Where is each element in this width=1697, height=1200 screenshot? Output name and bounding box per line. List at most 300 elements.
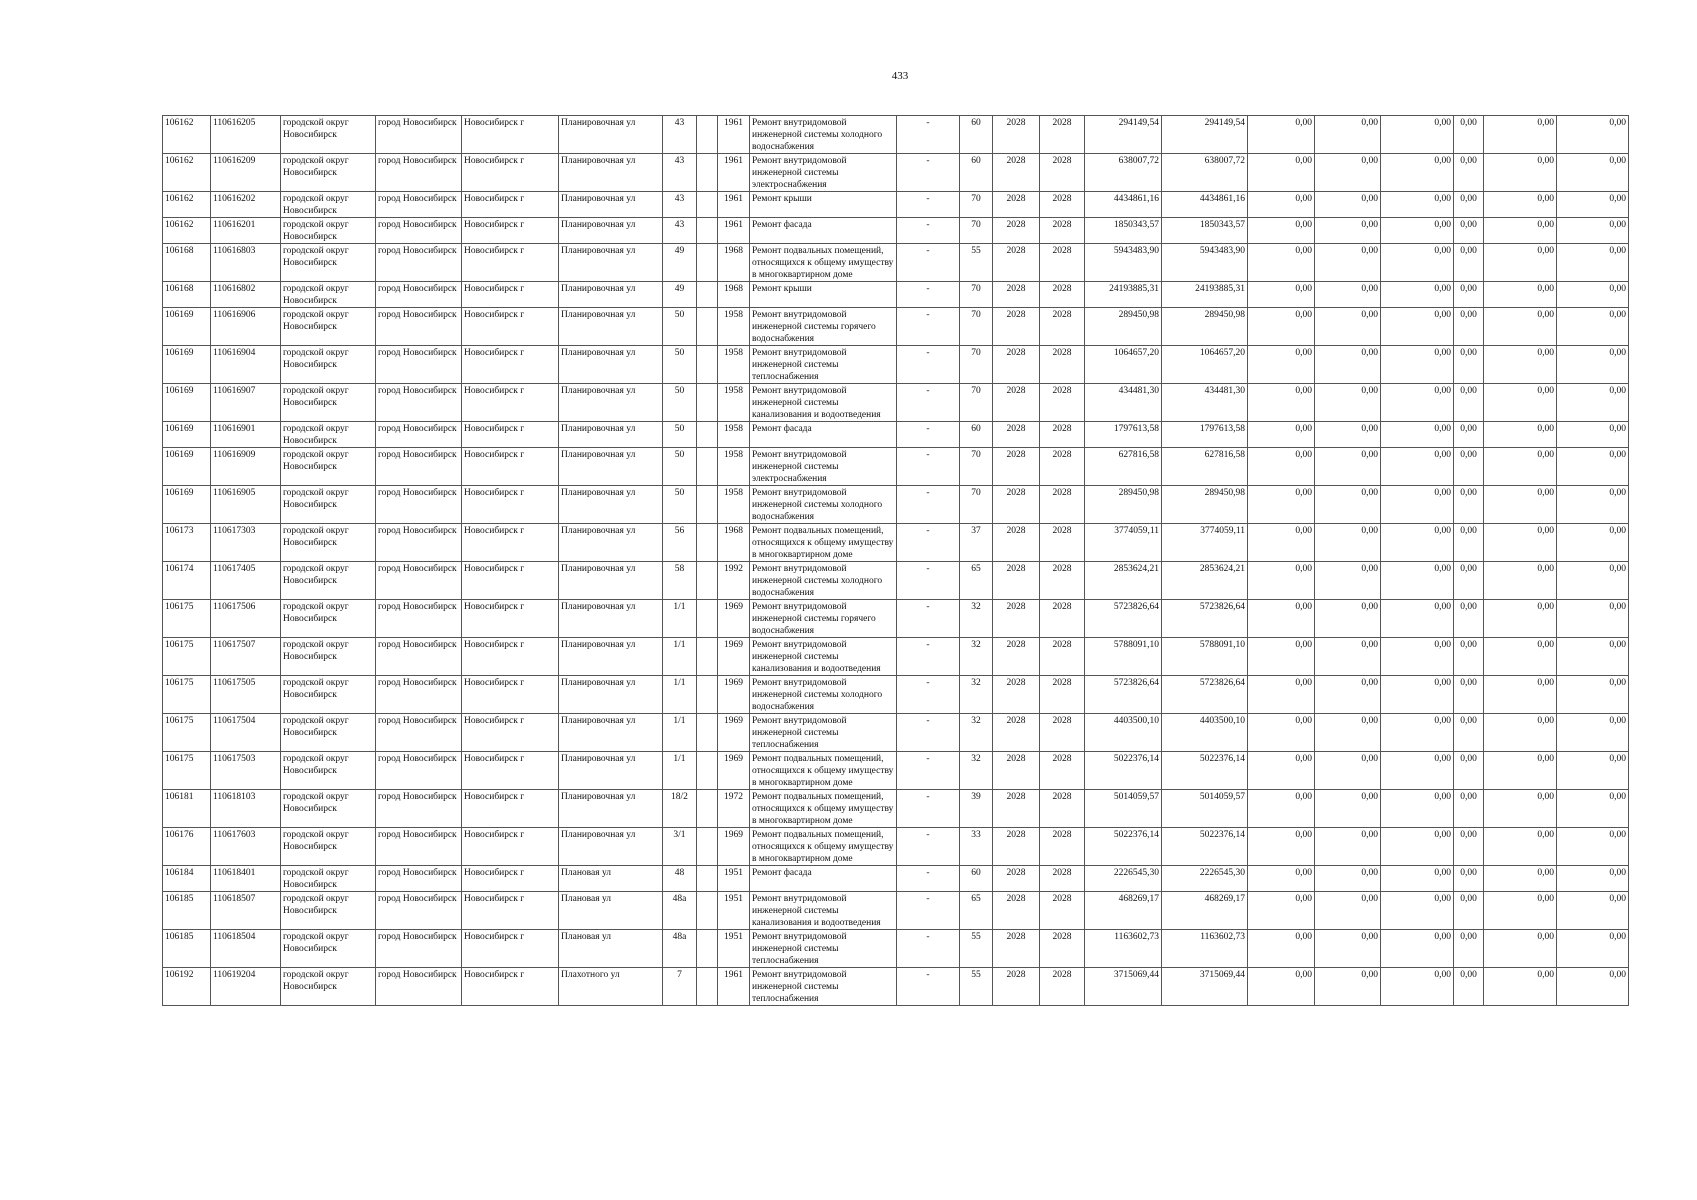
table-row	[163, 422, 1629, 448]
cell-locality: Новосибирск г	[462, 192, 559, 218]
cell-cost-col-1: 0,00	[1248, 930, 1315, 968]
table-row	[163, 892, 1629, 930]
cell-cost-col-6: 0,00	[1557, 448, 1629, 486]
cell-total-cost: 2853624,21	[1085, 562, 1162, 600]
cell-cost-col-6: 0,00	[1557, 192, 1629, 218]
cell-total-cost: 1163602,73	[1085, 930, 1162, 968]
cell-street: Планировочная ул	[559, 524, 663, 562]
cell-house-id: 106174	[163, 562, 211, 600]
cell-house-id: 106162	[163, 192, 211, 218]
cell-record-id: 110617503	[211, 752, 281, 790]
cell-work-type: Ремонт фасада	[750, 422, 897, 448]
cell-total-cost: 5022376,14	[1085, 828, 1162, 866]
cell-cost-col-3: 0,00	[1381, 244, 1454, 282]
cell-cost-col-1: 0,00	[1248, 524, 1315, 562]
cell-total-cost: 627816,58	[1085, 448, 1162, 486]
cell-total-cost: 294149,54	[1085, 116, 1162, 154]
cell-plan-end-year: 2028	[1040, 346, 1085, 384]
cell-street: Планировочная ул	[559, 638, 663, 676]
cell-plan-start-year: 2028	[993, 154, 1040, 192]
cell-build-year: 1951	[718, 930, 750, 968]
cell-municipality: городской округ Новосибирск	[281, 752, 376, 790]
cell-locality: Новосибирск г	[462, 714, 559, 752]
cell-total-cost: 5723826,64	[1085, 600, 1162, 638]
cell-cost-col-6: 0,00	[1557, 828, 1629, 866]
cell-settlement: город Новосибирск	[376, 828, 462, 866]
cell-cost-col-4: 0,00	[1454, 866, 1484, 892]
cell-work-type: Ремонт внутридомовой инженерной системы теплоснабжения	[750, 930, 897, 968]
cell-house-number: 1/1	[663, 714, 697, 752]
cell-locality: Новосибирск г	[462, 524, 559, 562]
cell-method: -	[897, 828, 960, 866]
cell-house-number: 18/2	[663, 790, 697, 828]
cell-cost-col-5: 0,00	[1484, 448, 1557, 486]
cell-cost-col-6: 0,00	[1557, 892, 1629, 930]
cell-municipality: городской округ Новосибирск	[281, 308, 376, 346]
cell-locality: Новосибирск г	[462, 676, 559, 714]
cell-method: -	[897, 968, 960, 1006]
cell-house-id: 106169	[163, 448, 211, 486]
cell-cost-col-2: 0,00	[1315, 562, 1381, 600]
cell-wear-percent: 70	[960, 346, 993, 384]
cell-build-year: 1951	[718, 892, 750, 930]
cell-settlement: город Новосибирск	[376, 116, 462, 154]
registry-sheet	[162, 115, 1628, 1006]
cell-house-id: 106168	[163, 282, 211, 308]
cell-house-number: 43	[663, 154, 697, 192]
cell-settlement: город Новосибирск	[376, 752, 462, 790]
cell-cost-col-1: 0,00	[1248, 790, 1315, 828]
table-row	[163, 866, 1629, 892]
cell-plan-start-year: 2028	[993, 676, 1040, 714]
cell-municipality: городской округ Новосибирск	[281, 524, 376, 562]
cell-method: -	[897, 562, 960, 600]
cell-cost-col-1: 0,00	[1248, 968, 1315, 1006]
cell-cost-col-5: 0,00	[1484, 638, 1557, 676]
cell-settlement: город Новосибирск	[376, 714, 462, 752]
cell-house-id: 106184	[163, 866, 211, 892]
cell-municipality: городской округ Новосибирск	[281, 714, 376, 752]
cell-locality: Новосибирск г	[462, 346, 559, 384]
cell-build-year: 1961	[718, 154, 750, 192]
cell-cost-col-3: 0,00	[1381, 968, 1454, 1006]
cell-cost-col-1: 0,00	[1248, 218, 1315, 244]
cell-total-cost: 1797613,58	[1085, 422, 1162, 448]
cell-plan-start-year: 2028	[993, 192, 1040, 218]
cell-plan-start-year: 2028	[993, 384, 1040, 422]
cell-cost-col-2: 0,00	[1315, 192, 1381, 218]
cell-wear-percent: 60	[960, 422, 993, 448]
cell-fund-cost: 627816,58	[1162, 448, 1248, 486]
cell-cost-col-6: 0,00	[1557, 154, 1629, 192]
cell-cost-col-6: 0,00	[1557, 930, 1629, 968]
cell-record-id: 110617504	[211, 714, 281, 752]
cell-building	[697, 714, 718, 752]
cell-cost-col-1: 0,00	[1248, 192, 1315, 218]
cell-fund-cost: 24193885,31	[1162, 282, 1248, 308]
cell-work-type: Ремонт крыши	[750, 282, 897, 308]
cell-cost-col-4: 0,00	[1454, 346, 1484, 384]
cell-settlement: город Новосибирск	[376, 346, 462, 384]
cell-fund-cost: 1850343,57	[1162, 218, 1248, 244]
cell-street: Планировочная ул	[559, 828, 663, 866]
cell-plan-start-year: 2028	[993, 346, 1040, 384]
cell-build-year: 1968	[718, 244, 750, 282]
cell-cost-col-2: 0,00	[1315, 244, 1381, 282]
cell-locality: Новосибирск г	[462, 282, 559, 308]
cell-locality: Новосибирск г	[462, 828, 559, 866]
cell-settlement: город Новосибирск	[376, 384, 462, 422]
cell-plan-start-year: 2028	[993, 308, 1040, 346]
cell-record-id: 110616909	[211, 448, 281, 486]
cell-method: -	[897, 752, 960, 790]
cell-street: Плановая ул	[559, 930, 663, 968]
cell-settlement: город Новосибирск	[376, 676, 462, 714]
registry-body	[163, 116, 1629, 1006]
cell-work-type: Ремонт подвальных помещений, относящихся к общему имуществу в многоквартирном доме	[750, 244, 897, 282]
cell-building	[697, 218, 718, 244]
cell-total-cost: 5943483,90	[1085, 244, 1162, 282]
cell-locality: Новосибирск г	[462, 600, 559, 638]
cell-cost-col-6: 0,00	[1557, 968, 1629, 1006]
table-row	[163, 752, 1629, 790]
cell-street: Планировочная ул	[559, 282, 663, 308]
cell-plan-start-year: 2028	[993, 486, 1040, 524]
cell-cost-col-5: 0,00	[1484, 714, 1557, 752]
cell-municipality: городской округ Новосибирск	[281, 930, 376, 968]
cell-total-cost: 4403500,10	[1085, 714, 1162, 752]
cell-locality: Новосибирск г	[462, 892, 559, 930]
cell-work-type: Ремонт внутридомовой инженерной системы холодного водоснабжения	[750, 116, 897, 154]
cell-total-cost: 5788091,10	[1085, 638, 1162, 676]
cell-cost-col-4: 0,00	[1454, 308, 1484, 346]
cell-cost-col-6: 0,00	[1557, 218, 1629, 244]
cell-total-cost: 3715069,44	[1085, 968, 1162, 1006]
cell-cost-col-2: 0,00	[1315, 968, 1381, 1006]
cell-plan-end-year: 2028	[1040, 116, 1085, 154]
cell-fund-cost: 5022376,14	[1162, 752, 1248, 790]
cell-cost-col-2: 0,00	[1315, 346, 1381, 384]
cell-settlement: город Новосибирск	[376, 192, 462, 218]
cell-municipality: городской округ Новосибирск	[281, 422, 376, 448]
cell-record-id: 110616205	[211, 116, 281, 154]
cell-municipality: городской округ Новосибирск	[281, 384, 376, 422]
cell-build-year: 1968	[718, 524, 750, 562]
cell-build-year: 1961	[718, 968, 750, 1006]
cell-fund-cost: 2226545,30	[1162, 866, 1248, 892]
cell-total-cost: 5723826,64	[1085, 676, 1162, 714]
cell-total-cost: 434481,30	[1085, 384, 1162, 422]
table-row	[163, 346, 1629, 384]
cell-locality: Новосибирск г	[462, 308, 559, 346]
cell-cost-col-6: 0,00	[1557, 752, 1629, 790]
cell-fund-cost: 5723826,64	[1162, 600, 1248, 638]
cell-cost-col-1: 0,00	[1248, 676, 1315, 714]
cell-building	[697, 562, 718, 600]
cell-street: Планировочная ул	[559, 790, 663, 828]
cell-cost-col-3: 0,00	[1381, 892, 1454, 930]
cell-work-type: Ремонт внутридомовой инженерной системы электроснабжения	[750, 154, 897, 192]
cell-record-id: 110617506	[211, 600, 281, 638]
cell-cost-col-2: 0,00	[1315, 828, 1381, 866]
cell-cost-col-6: 0,00	[1557, 116, 1629, 154]
cell-cost-col-3: 0,00	[1381, 600, 1454, 638]
cell-house-number: 50	[663, 308, 697, 346]
cell-building	[697, 154, 718, 192]
cell-house-number: 50	[663, 346, 697, 384]
table-row	[163, 790, 1629, 828]
cell-cost-col-1: 0,00	[1248, 600, 1315, 638]
cell-method: -	[897, 676, 960, 714]
cell-cost-col-3: 0,00	[1381, 308, 1454, 346]
cell-wear-percent: 33	[960, 828, 993, 866]
cell-cost-col-5: 0,00	[1484, 930, 1557, 968]
cell-settlement: город Новосибирск	[376, 422, 462, 448]
cell-fund-cost: 638007,72	[1162, 154, 1248, 192]
cell-plan-start-year: 2028	[993, 244, 1040, 282]
cell-plan-end-year: 2028	[1040, 892, 1085, 930]
cell-house-number: 48а	[663, 930, 697, 968]
cell-build-year: 1961	[718, 192, 750, 218]
cell-total-cost: 1064657,20	[1085, 346, 1162, 384]
cell-method: -	[897, 448, 960, 486]
cell-cost-col-5: 0,00	[1484, 866, 1557, 892]
cell-cost-col-4: 0,00	[1454, 676, 1484, 714]
cell-house-number: 43	[663, 116, 697, 154]
cell-house-id: 106169	[163, 308, 211, 346]
cell-cost-col-3: 0,00	[1381, 638, 1454, 676]
cell-fund-cost: 5943483,90	[1162, 244, 1248, 282]
cell-house-id: 106192	[163, 968, 211, 1006]
cell-plan-end-year: 2028	[1040, 486, 1085, 524]
cell-cost-col-4: 0,00	[1454, 930, 1484, 968]
cell-wear-percent: 60	[960, 116, 993, 154]
cell-record-id: 110616906	[211, 308, 281, 346]
cell-cost-col-4: 0,00	[1454, 968, 1484, 1006]
cell-building	[697, 892, 718, 930]
cell-cost-col-2: 0,00	[1315, 486, 1381, 524]
cell-municipality: городской округ Новосибирск	[281, 116, 376, 154]
cell-cost-col-3: 0,00	[1381, 448, 1454, 486]
cell-settlement: город Новосибирск	[376, 244, 462, 282]
cell-plan-end-year: 2028	[1040, 154, 1085, 192]
cell-work-type: Ремонт внутридомовой инженерной системы теплоснабжения	[750, 346, 897, 384]
cell-cost-col-4: 0,00	[1454, 422, 1484, 448]
cell-record-id: 110616904	[211, 346, 281, 384]
cell-record-id: 110617303	[211, 524, 281, 562]
table-row	[163, 282, 1629, 308]
cell-street: Планировочная ул	[559, 384, 663, 422]
cell-cost-col-4: 0,00	[1454, 192, 1484, 218]
cell-street: Планировочная ул	[559, 562, 663, 600]
cell-wear-percent: 70	[960, 308, 993, 346]
cell-municipality: городской округ Новосибирск	[281, 866, 376, 892]
cell-cost-col-1: 0,00	[1248, 282, 1315, 308]
cell-fund-cost: 2853624,21	[1162, 562, 1248, 600]
cell-house-id: 106175	[163, 714, 211, 752]
cell-street: Планировочная ул	[559, 218, 663, 244]
cell-wear-percent: 39	[960, 790, 993, 828]
cell-total-cost: 638007,72	[1085, 154, 1162, 192]
cell-plan-end-year: 2028	[1040, 282, 1085, 308]
cell-street: Планировочная ул	[559, 192, 663, 218]
cell-fund-cost: 468269,17	[1162, 892, 1248, 930]
cell-wear-percent: 32	[960, 752, 993, 790]
cell-fund-cost: 289450,98	[1162, 308, 1248, 346]
cell-method: -	[897, 790, 960, 828]
cell-cost-col-6: 0,00	[1557, 486, 1629, 524]
table-row	[163, 218, 1629, 244]
cell-total-cost: 5022376,14	[1085, 752, 1162, 790]
cell-method: -	[897, 192, 960, 218]
cell-total-cost: 289450,98	[1085, 486, 1162, 524]
cell-cost-col-3: 0,00	[1381, 562, 1454, 600]
cell-cost-col-1: 0,00	[1248, 384, 1315, 422]
cell-building	[697, 448, 718, 486]
cell-house-id: 106185	[163, 892, 211, 930]
cell-cost-col-5: 0,00	[1484, 192, 1557, 218]
cell-building	[697, 346, 718, 384]
cell-cost-col-5: 0,00	[1484, 218, 1557, 244]
cell-fund-cost: 289450,98	[1162, 486, 1248, 524]
cell-settlement: город Новосибирск	[376, 892, 462, 930]
cell-cost-col-2: 0,00	[1315, 282, 1381, 308]
cell-house-number: 50	[663, 448, 697, 486]
cell-house-id: 106176	[163, 828, 211, 866]
cell-fund-cost: 434481,30	[1162, 384, 1248, 422]
cell-building	[697, 282, 718, 308]
cell-locality: Новосибирск г	[462, 154, 559, 192]
cell-plan-end-year: 2028	[1040, 422, 1085, 448]
cell-cost-col-2: 0,00	[1315, 676, 1381, 714]
cell-municipality: городской округ Новосибирск	[281, 790, 376, 828]
cell-work-type: Ремонт внутридомовой инженерной системы канализования и водоотведения	[750, 638, 897, 676]
cell-method: -	[897, 524, 960, 562]
cell-plan-end-year: 2028	[1040, 562, 1085, 600]
cell-cost-col-4: 0,00	[1454, 116, 1484, 154]
cell-house-id: 106162	[163, 154, 211, 192]
cell-work-type: Ремонт подвальных помещений, относящихся к общему имуществу в многоквартирном доме	[750, 790, 897, 828]
cell-settlement: город Новосибирск	[376, 448, 462, 486]
cell-cost-col-1: 0,00	[1248, 714, 1315, 752]
cell-work-type: Ремонт подвальных помещений, относящихся к общему имуществу в многоквартирном доме	[750, 752, 897, 790]
cell-cost-col-5: 0,00	[1484, 600, 1557, 638]
cell-cost-col-4: 0,00	[1454, 524, 1484, 562]
cell-building	[697, 638, 718, 676]
cell-method: -	[897, 384, 960, 422]
cell-municipality: городской округ Новосибирск	[281, 244, 376, 282]
cell-building	[697, 790, 718, 828]
cell-building	[697, 384, 718, 422]
cell-locality: Новосибирск г	[462, 968, 559, 1006]
cell-cost-col-1: 0,00	[1248, 422, 1315, 448]
cell-house-id: 106162	[163, 218, 211, 244]
cell-method: -	[897, 308, 960, 346]
cell-plan-start-year: 2028	[993, 422, 1040, 448]
cell-plan-start-year: 2028	[993, 638, 1040, 676]
cell-work-type: Ремонт внутридомовой инженерной системы канализования и водоотведения	[750, 892, 897, 930]
cell-cost-col-5: 0,00	[1484, 486, 1557, 524]
cell-work-type: Ремонт внутридомовой инженерной системы холодного водоснабжения	[750, 486, 897, 524]
cell-house-number: 43	[663, 218, 697, 244]
cell-locality: Новосибирск г	[462, 384, 559, 422]
cell-plan-start-year: 2028	[993, 714, 1040, 752]
cell-cost-col-5: 0,00	[1484, 752, 1557, 790]
cell-cost-col-3: 0,00	[1381, 752, 1454, 790]
table-row	[163, 676, 1629, 714]
cell-house-id: 106169	[163, 422, 211, 448]
cell-house-number: 56	[663, 524, 697, 562]
cell-house-id: 106168	[163, 244, 211, 282]
cell-cost-col-6: 0,00	[1557, 244, 1629, 282]
cell-fund-cost: 4403500,10	[1162, 714, 1248, 752]
cell-plan-end-year: 2028	[1040, 524, 1085, 562]
cell-plan-end-year: 2028	[1040, 192, 1085, 218]
cell-build-year: 1969	[718, 752, 750, 790]
cell-house-number: 1/1	[663, 752, 697, 790]
cell-wear-percent: 65	[960, 892, 993, 930]
cell-cost-col-6: 0,00	[1557, 384, 1629, 422]
cell-settlement: город Новосибирск	[376, 866, 462, 892]
cell-method: -	[897, 244, 960, 282]
cell-cost-col-6: 0,00	[1557, 600, 1629, 638]
cell-building	[697, 930, 718, 968]
cell-locality: Новосибирск г	[462, 486, 559, 524]
cell-cost-col-6: 0,00	[1557, 562, 1629, 600]
cell-total-cost: 2226545,30	[1085, 866, 1162, 892]
cell-work-type: Ремонт подвальных помещений, относящихся к общему имуществу в многоквартирном доме	[750, 828, 897, 866]
cell-cost-col-5: 0,00	[1484, 244, 1557, 282]
cell-plan-end-year: 2028	[1040, 308, 1085, 346]
cell-street: Плахотного ул	[559, 968, 663, 1006]
cell-house-id: 106181	[163, 790, 211, 828]
cell-cost-col-6: 0,00	[1557, 638, 1629, 676]
cell-street: Планировочная ул	[559, 346, 663, 384]
cell-cost-col-4: 0,00	[1454, 486, 1484, 524]
cell-cost-col-4: 0,00	[1454, 154, 1484, 192]
cell-plan-start-year: 2028	[993, 218, 1040, 244]
cell-wear-percent: 55	[960, 930, 993, 968]
table-row	[163, 154, 1629, 192]
cell-record-id: 110616803	[211, 244, 281, 282]
cell-total-cost: 4434861,16	[1085, 192, 1162, 218]
cell-cost-col-6: 0,00	[1557, 866, 1629, 892]
cell-fund-cost: 5022376,14	[1162, 828, 1248, 866]
cell-cost-col-3: 0,00	[1381, 422, 1454, 448]
cell-cost-col-3: 0,00	[1381, 384, 1454, 422]
cell-work-type: Ремонт внутридомовой инженерной системы электроснабжения	[750, 448, 897, 486]
cell-municipality: городской округ Новосибирск	[281, 218, 376, 244]
cell-house-number: 50	[663, 422, 697, 448]
cell-house-id: 106162	[163, 116, 211, 154]
cell-cost-col-4: 0,00	[1454, 384, 1484, 422]
cell-work-type: Ремонт внутридомовой инженерной системы холодного водоснабжения	[750, 676, 897, 714]
cell-wear-percent: 70	[960, 448, 993, 486]
cell-total-cost: 24193885,31	[1085, 282, 1162, 308]
cell-cost-col-3: 0,00	[1381, 790, 1454, 828]
cell-cost-col-5: 0,00	[1484, 308, 1557, 346]
cell-cost-col-2: 0,00	[1315, 422, 1381, 448]
cell-cost-col-3: 0,00	[1381, 192, 1454, 218]
table-row	[163, 524, 1629, 562]
cell-fund-cost: 3715069,44	[1162, 968, 1248, 1006]
cell-cost-col-3: 0,00	[1381, 218, 1454, 244]
table-row	[163, 714, 1629, 752]
cell-cost-col-5: 0,00	[1484, 790, 1557, 828]
cell-total-cost: 468269,17	[1085, 892, 1162, 930]
cell-cost-col-1: 0,00	[1248, 244, 1315, 282]
cell-street: Планировочная ул	[559, 714, 663, 752]
